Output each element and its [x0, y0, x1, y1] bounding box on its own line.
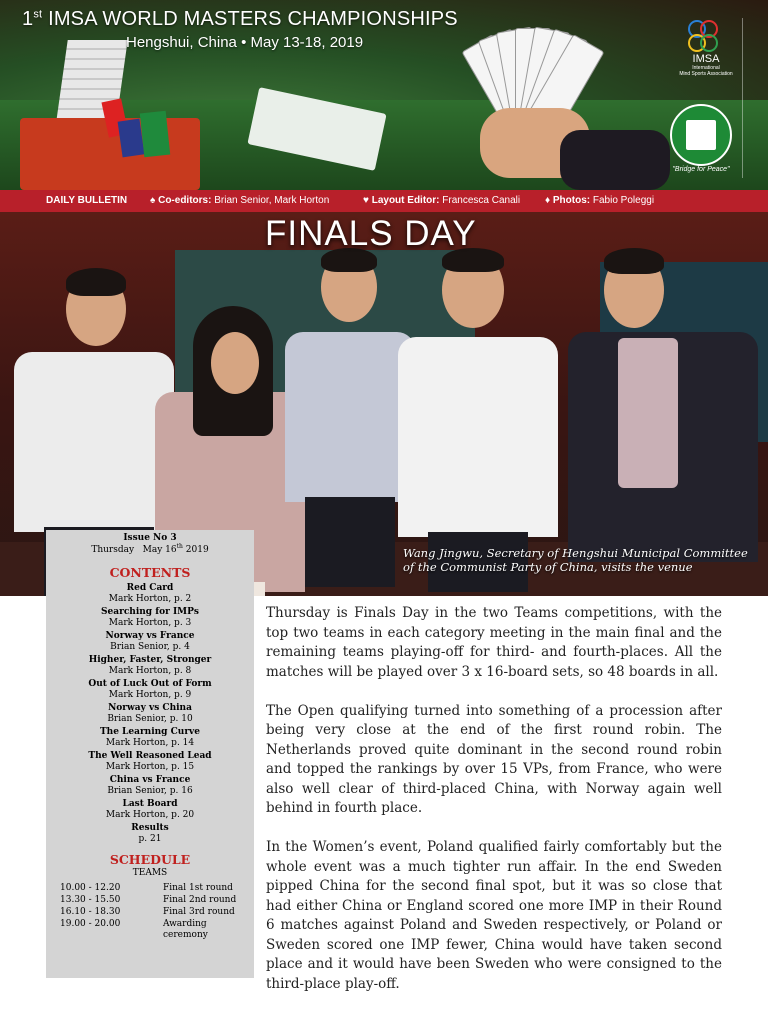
contents-item[interactable]: Norway vs France Brian Senior, p. 4 — [105, 631, 195, 652]
bid-card-green — [140, 111, 170, 157]
championship-subtitle: Hengshui, China • May 13-18, 2019 — [126, 34, 364, 51]
schedule-row: ceremony — [163, 930, 208, 940]
card-suits-icon — [686, 120, 716, 150]
contents-item[interactable]: China vs France Brian Senior, p. 16 — [107, 775, 193, 796]
schedule-row: 10.00 - 12.20 Final 1st round — [60, 883, 233, 893]
header-banner — [0, 0, 768, 190]
schedule-table — [46, 882, 254, 940]
credits-bar — [0, 190, 768, 212]
contents-item[interactable]: Red Card Mark Horton, p. 2 — [108, 583, 192, 604]
contents-item[interactable]: Results p. 21 — [131, 823, 169, 844]
imsa-logo-sub2: Mind Sports Association — [679, 71, 733, 77]
diamond-icon: ♦ — [545, 195, 551, 206]
logo-divider — [742, 18, 743, 178]
contents-item[interactable]: The Learning Curve Mark Horton, p. 14 — [99, 727, 201, 748]
contents-heading: CONTENTS — [109, 565, 191, 580]
coeditors-credit: ♠ Co-editors: Brian Senior, Mark Horton — [150, 195, 330, 206]
bridge-logo-tagline: "Bridge for Peace" — [672, 166, 730, 173]
imsa-logo-sub1: International — [692, 65, 720, 71]
imsa-rings-icon — [686, 20, 726, 54]
player-sleeve — [560, 130, 670, 190]
photo-caption: Wang Jingwu, Secretary of Hengshui Municipal Committee of the Communist Party of China, visits the venue — [403, 546, 748, 574]
schedule-row: 19.00 - 20.00 Awarding — [60, 919, 207, 929]
photos-credit: ♦ Photos: Fabio Poleggi — [545, 195, 655, 206]
schedule-heading: SCHEDULE — [109, 852, 191, 867]
contents-item[interactable]: Searching for IMPs Mark Horton, p. 3 — [101, 607, 199, 628]
article-paragraph-1: Thursday is Finals Day in the two Teams competitions, with the top two teams in each category meeting in the main final and the remaining teams playing-off for third- and fourth-places. All the matches will be played over 3 x 16-board sets, so 48 boards in all. — [266, 605, 722, 680]
issue-date: Thursday May 16th 2019 — [91, 543, 209, 555]
contents-item[interactable]: Out of Luck Out of Form Mark Horton, p. 9 — [88, 679, 212, 700]
finals-day-title: FINALS DAY — [265, 214, 477, 253]
schedule-row: 13.30 - 15.50 Final 2nd round — [60, 895, 237, 905]
bulletin-label: DAILY BULLETIN — [46, 195, 128, 206]
contents-item[interactable]: Higher, Faster, Stronger Mark Horton, p. 8 — [88, 655, 212, 676]
contents-item[interactable]: Norway vs China Brian Senior, p. 10 — [107, 703, 193, 724]
contents-sidebar — [46, 530, 254, 978]
schedule-row: 16.10 - 18.30 Final 3rd round — [60, 907, 235, 917]
contents-item[interactable]: Last Board Mark Horton, p. 20 — [105, 799, 195, 820]
imsa-logo-name: IMSA — [692, 53, 720, 65]
schedule-subheading: TEAMS — [132, 868, 168, 878]
bridge-federation-logo — [670, 104, 732, 173]
heart-icon: ♥ — [363, 195, 369, 206]
issue-number: Issue No 3 — [123, 533, 177, 543]
imsa-logo — [676, 20, 736, 90]
spade-icon: ♠ — [150, 195, 156, 206]
article-paragraph-3: In the Women’s event, Poland qualified fairly comfortably but the whole event was a much tighter run affair. In the end Sweden pipped China for the second final spot, but it was so close that had either China or England scored one more IMP in their Round 6 matches against Poland and Sweden respectively, or Poland or Sweden scored one IMP fewer, China would have taken second place and it would have been Sweden who were consigned to the third-place play-off. — [266, 839, 722, 992]
article-body — [266, 604, 722, 1014]
championship-title: 1st IMSA WORLD MASTERS CHAMPIONSHIPS — [22, 8, 458, 30]
article-paragraph-2: The Open qualifying turned into something of a procession after being very close at the end of the first round robin. The Netherlands proved quite dominant in the second round robin and topped the rankings by over 15 VPs, from France, who were also well clear of third-placed China, with Norway again well behind in fourth place. — [266, 702, 722, 816]
layout-credit: ♥ Layout Editor: Francesca Canali — [363, 195, 521, 206]
contents-item[interactable]: The Well Reasoned Lead Mark Horton, p. 15 — [88, 751, 212, 772]
